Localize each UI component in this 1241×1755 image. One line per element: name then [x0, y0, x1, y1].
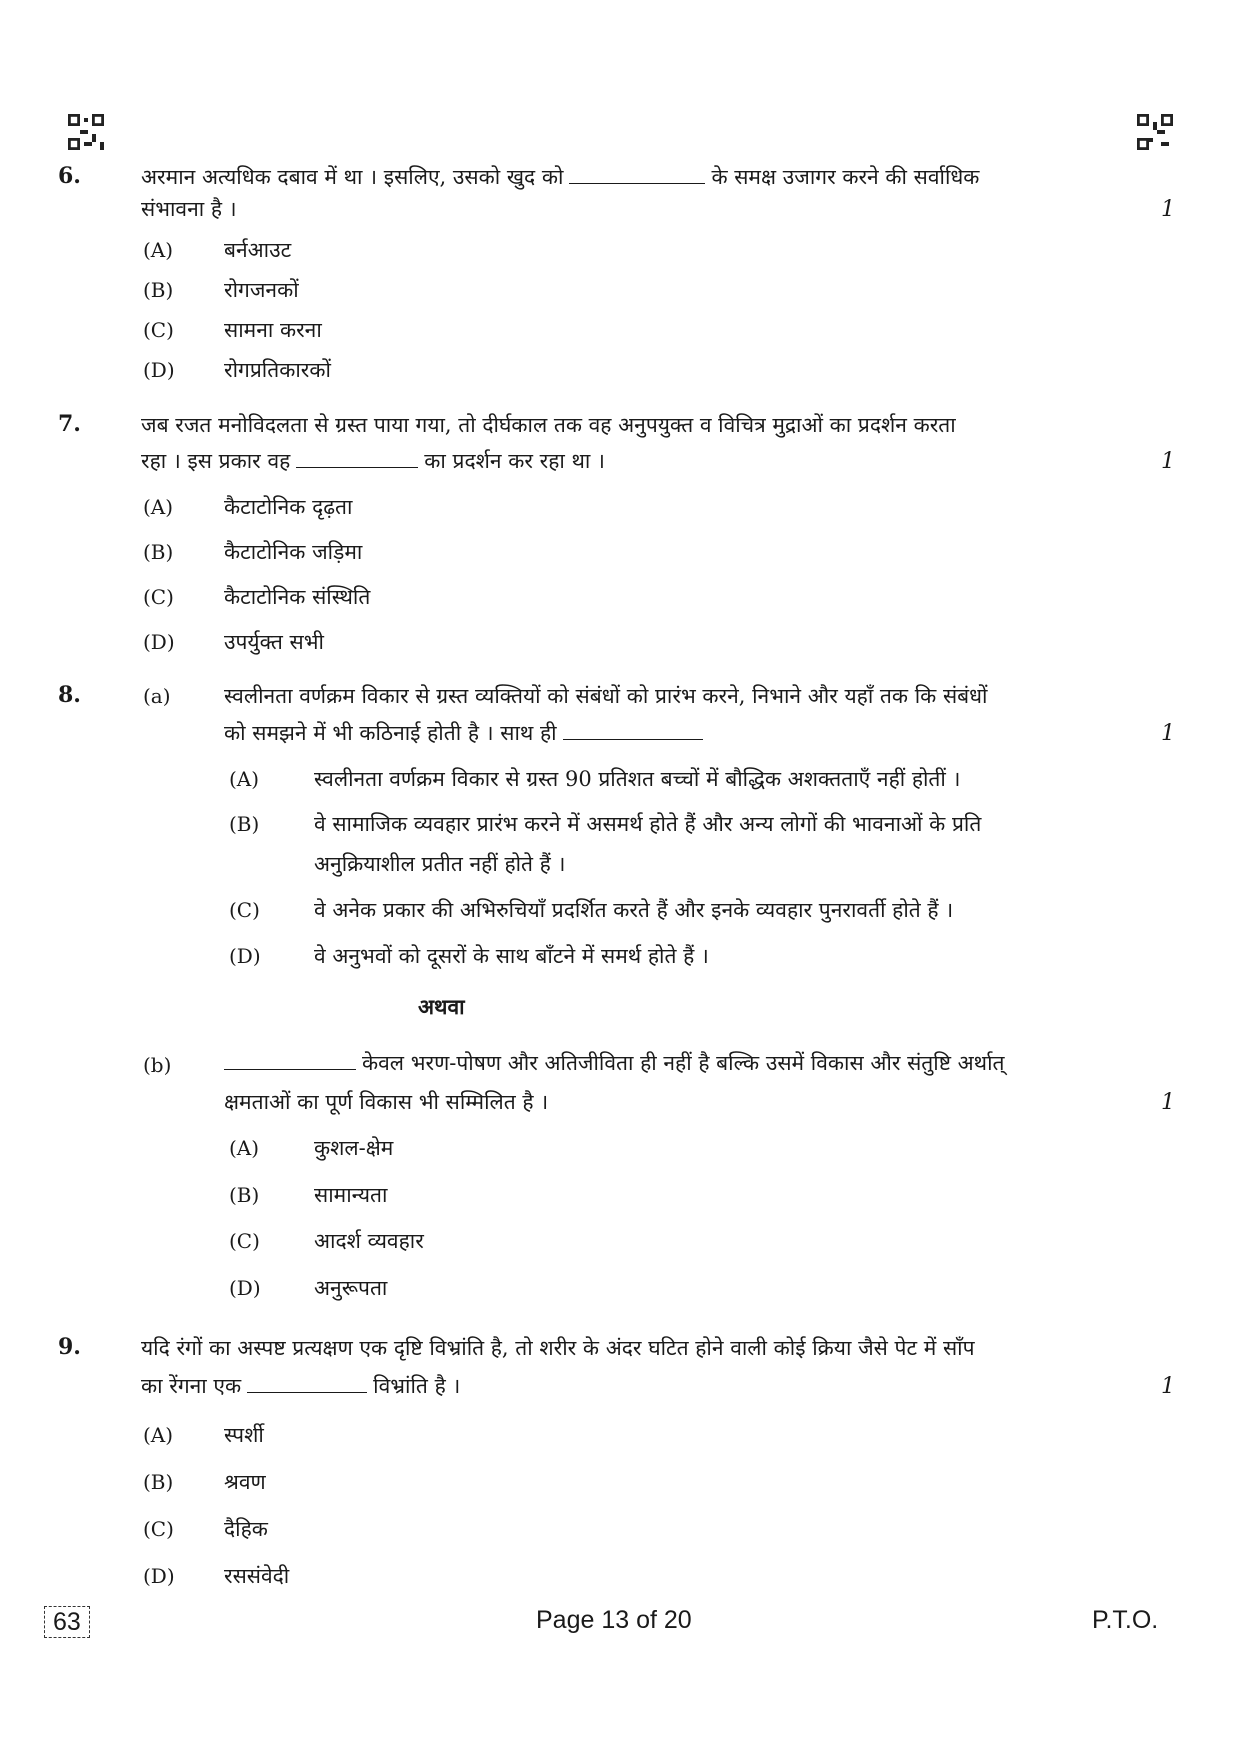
question-text-line2: रहा । इस प्रकार वह का प्रदर्शन कर रहा था । — [141, 449, 605, 473]
option-label: (C) — [143, 1517, 174, 1541]
marks: 1 — [1161, 1374, 1175, 1399]
question-text: अरमान अत्यधिक दबाव में था । इसलिए, उसको खुद को के समक्ष उजागर करने की सर्वाधिक — [141, 165, 980, 189]
question-text: केवल भरण-पोषण और अतिजीविता ही नहीं है बल्कि उसमें विकास और संतुष्टि अर्थात् — [224, 1049, 1134, 1077]
answer-blank — [247, 1374, 367, 1393]
question-text: जब रजत मनोविदलता से ग्रस्त पाया गया, तो दीर्घकाल तक वह अनुपयुक्त व विचित्र मुद्राओं का प्रदर्शन करता — [141, 413, 956, 437]
part-label: (b) — [143, 1053, 172, 1077]
option-label: (B) — [143, 1470, 174, 1494]
option-text: स्पर्शी — [224, 1423, 264, 1447]
question-number: 8. — [58, 682, 81, 708]
marks: 1 — [1161, 721, 1175, 746]
option-label: (C) — [143, 585, 174, 609]
option-label: (B) — [143, 278, 174, 302]
option-text: सामान्यता — [314, 1183, 388, 1207]
answer-blank — [563, 721, 703, 740]
option-text: रोगप्रतिकारकों — [224, 358, 331, 382]
option-text: कैटाटोनिक संस्थिति — [224, 585, 371, 609]
or-separator: अथवा — [418, 994, 465, 1019]
option-text: अनुरूपता — [314, 1276, 388, 1300]
option-text: रससंवेदी — [224, 1564, 290, 1588]
option-label: (C) — [229, 898, 260, 922]
option-text: उपर्युक्त सभी — [224, 630, 324, 654]
option-label: (D) — [143, 1564, 175, 1588]
marks: 1 — [1161, 197, 1175, 222]
option-label: (C) — [229, 1229, 260, 1253]
question-text: स्वलीनता वर्णक्रम विकार से ग्रस्त व्यक्तियों को संबंधों को प्रारंभ करने, निभाने और यहाँ तक कि संबंधों — [224, 684, 988, 708]
page-number: Page 13 of 20 — [536, 1606, 692, 1634]
option-text: बर्नआउट — [224, 238, 292, 262]
answer-blank — [296, 449, 418, 468]
question-text-line2: का रेंगना एक विभ्रांति है । — [141, 1374, 461, 1398]
question-number: 6. — [58, 163, 81, 189]
option-text: आदर्श व्यवहार — [314, 1229, 424, 1253]
option-text: रोगजनकों — [224, 278, 299, 302]
option-label: (D) — [229, 944, 261, 968]
answer-blank — [569, 165, 705, 184]
question-number: 7. — [58, 411, 81, 437]
option-label: (A) — [229, 767, 260, 791]
option-text: श्रवण — [224, 1470, 266, 1494]
marks: 1 — [1161, 1090, 1175, 1115]
question-text-line2: क्षमताओं का पूर्ण विकास भी सम्मिलित है । — [224, 1090, 549, 1114]
option-text: दैहिक — [224, 1517, 268, 1541]
option-label: (D) — [229, 1276, 261, 1300]
option-label: (C) — [143, 318, 174, 342]
question-text-line2: को समझने में भी कठिनाई होती है । साथ ही — [224, 719, 709, 747]
option-label: (B) — [229, 1183, 260, 1207]
marks: 1 — [1161, 449, 1175, 474]
option-text: वे सामाजिक व्यवहार प्रारंभ करने में असमर्थ होते हैं और अन्य लोगों की भावनाओं के प्रति — [314, 812, 982, 836]
option-text: वे अनेक प्रकार की अभिरुचियाँ प्रदर्शित करते हैं और इनके व्यवहार पुनरावर्ती होते हैं । — [314, 898, 954, 922]
option-text: कैटाटोनिक जड़िमा — [224, 540, 363, 564]
question-text-line2: संभावना है । — [141, 197, 237, 221]
option-label: (D) — [143, 630, 175, 654]
paper-code: 63 — [44, 1606, 90, 1638]
option-label: (A) — [143, 1423, 174, 1447]
option-label: (A) — [143, 238, 174, 262]
option-text-line2: अनुक्रियाशील प्रतीत नहीं होते हैं । — [314, 852, 566, 876]
option-label: (B) — [229, 812, 260, 836]
question-text: यदि रंगों का अस्पष्ट प्रत्यक्षण एक दृष्टि विभ्रांति है, तो शरीर के अंदर घटित होने वाली कोई क्रिया जैसे पेट में साँप — [141, 1336, 975, 1360]
option-text: कुशल-क्षेम — [314, 1136, 394, 1160]
option-text: वे अनुभवों को दूसरों के साथ बाँटने में समर्थ होते हैं । — [314, 944, 709, 968]
option-text: सामना करना — [224, 318, 322, 342]
option-text: कैटाटोनिक दृढ़ता — [224, 495, 353, 519]
option-label: (D) — [143, 358, 175, 382]
qr-code-icon — [68, 114, 104, 150]
part-label: (a) — [143, 684, 171, 708]
option-text: स्वलीनता वर्णक्रम विकार से ग्रस्त 90 प्रतिशत बच्चों में बौद्धिक अशक्तताएँ नहीं होतीं । — [314, 767, 961, 791]
qr-code-icon — [1137, 114, 1173, 150]
pto-label: P.T.O. — [1092, 1606, 1159, 1634]
option-label: (A) — [229, 1136, 260, 1160]
question-number: 9. — [58, 1334, 81, 1360]
answer-blank — [224, 1051, 356, 1070]
option-label: (A) — [143, 495, 174, 519]
option-label: (B) — [143, 540, 174, 564]
